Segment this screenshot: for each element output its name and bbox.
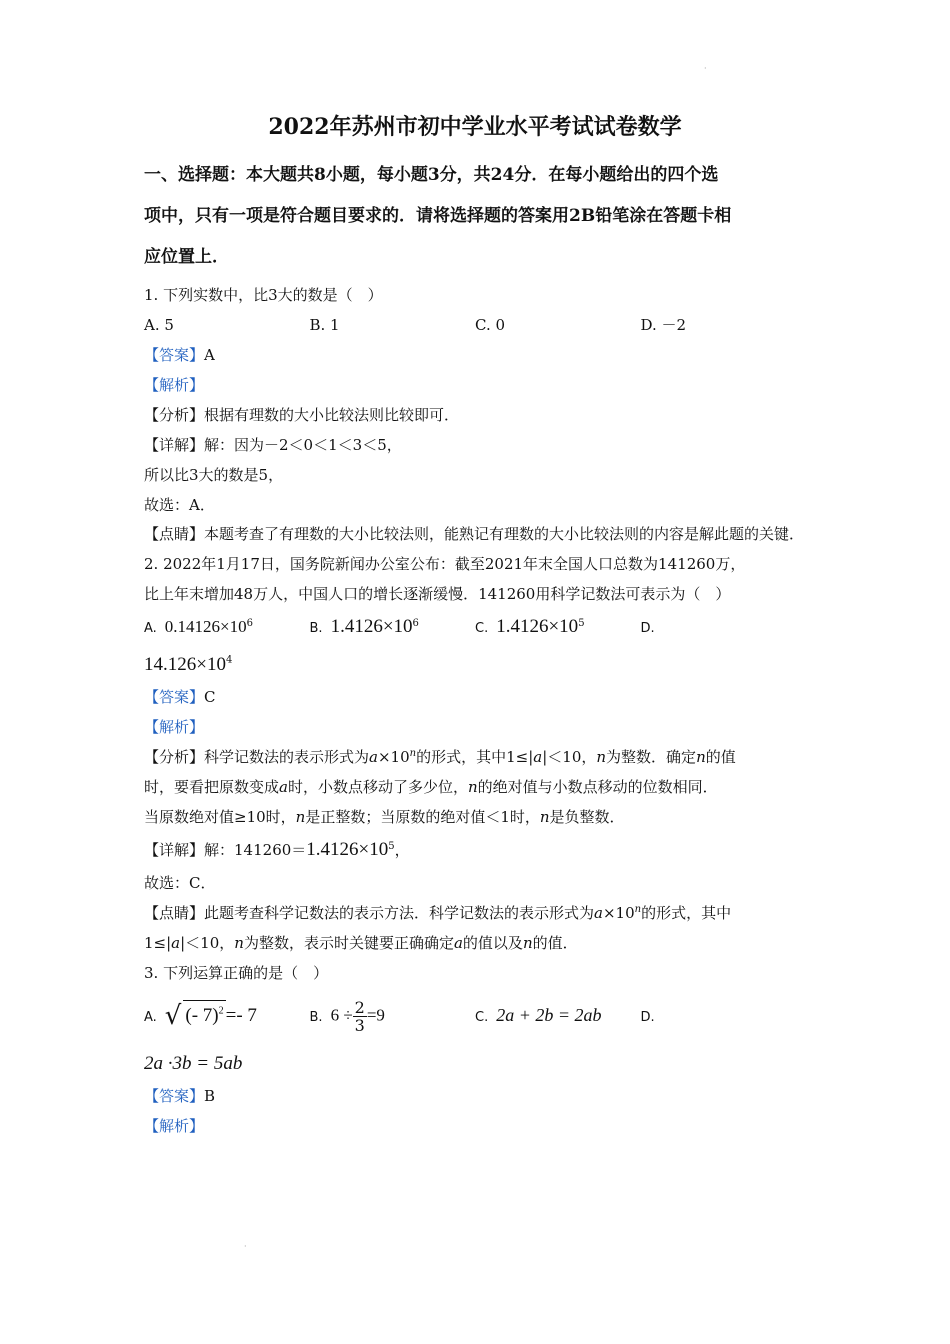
detail-line-2: 所以比3大的数是5，: [144, 465, 284, 484]
fraction: $\frac{2}{3}$: [354, 998, 365, 1036]
sqrt-icon: √: [164, 1001, 182, 1032]
option-b: B. 6 ÷ $\frac{2}{3}$ =9: [309, 998, 385, 1036]
analysis-label: 【解析】: [144, 717, 205, 736]
detail-line: 【详解】解：因为－2＜0＜1＜3＜5，: [144, 435, 402, 454]
option-b: B. $1.4126\times 10^6$: [309, 615, 419, 637]
answer-line: 【答案】C: [144, 687, 216, 706]
fenxi-line-3: 当原数绝对值≥10时，n是正整数；当原数的绝对值＜1时，n是负整数．: [144, 807, 625, 826]
choose-line: 故选：C．: [144, 873, 216, 892]
fenxi-line: 【分析】科学记数法的表示形式为$a\times 10^n$的形式，其中1≤|a|＜10，n为整数．确定n的值: [144, 747, 736, 766]
fenxi-line-2: 时，要看把原数变成a时，小数点移动了多少位，n的绝对值与小数点移动的位数相同．: [144, 777, 718, 796]
question-3: [144, 958, 806, 1141]
question-1: [144, 280, 806, 549]
comment-line: 【点睛】此题考查科学记数法的表示方法．科学记数法的表示形式为$a\times 10^n$的形式，其中: [144, 903, 732, 922]
answer-line: 【答案】B: [144, 1086, 216, 1105]
option-c: C. $1.4126\times 10^5$: [475, 615, 585, 637]
option-b: B. 1: [309, 315, 340, 334]
question-stem: 2. 2022年1月17日，国务院新闻办公室公布：截至2021年末全国人口总数为141260万，: [144, 554, 746, 573]
option-a: A. √ (- 7)$^2$ =- 7: [144, 1001, 257, 1032]
section-header: 一、选择题：本大题共8小题，每小题3分，共24分．在每小题给出的四个选 项中，只有一项是符合题目要求的．请将选择题的答案用2B铅笔涂在答题卡相 应位置上．: [144, 164, 732, 267]
options: [144, 310, 806, 340]
options: [144, 609, 806, 647]
question-stem: 3. 下列运算正确的是（ ）: [144, 963, 329, 982]
fenxi-line: 【分析】根据有理数的大小比较法则比较即可．: [144, 405, 460, 424]
option-c: C. 0: [475, 315, 506, 334]
option-a: A. $0.14126\times 10^6$: [144, 616, 254, 636]
question-stem: 1. 下列实数中，比3大的数是（ ）: [144, 285, 383, 304]
option-d: $14.126\times 10^4$: [144, 653, 233, 675]
analysis-label: 【解析】: [144, 375, 205, 394]
detail-line: 【详解】解：$141260=1.4126\times 10^5$，: [144, 838, 410, 860]
option-d-label: D.: [640, 620, 655, 636]
option-d-label: D.: [640, 1009, 655, 1025]
option-a: A. 5: [144, 315, 174, 334]
options: [144, 988, 806, 1046]
corner-dot-top: ·: [704, 64, 707, 73]
corner-dot-bottom: ·: [244, 1242, 247, 1251]
option-c: C. 2a + 2b = 2ab: [475, 1005, 602, 1026]
page-title: 2022年苏州市初中学业水平考试试卷数学: [268, 114, 682, 140]
comment-line: 【点睛】本题考查了有理数的大小比较法则，能熟记有理数的大小比较法则的内容是解此题的关键．: [144, 524, 805, 543]
analysis-label: 【解析】: [144, 1116, 205, 1135]
option-d: 2a ·3b = 5ab: [144, 1052, 243, 1074]
question-2: [144, 549, 806, 958]
exam-page: [144, 112, 806, 1141]
answer-line: 【答案】A: [144, 345, 215, 364]
question-stem-2: 比上年末增加48万人，中国人口的增长逐渐缓慢．141260用科学记数法可表示为（ ）: [144, 584, 731, 603]
comment-line-2: 1≤|a|＜10，n为整数，表示时关键要正确确定a的值以及n的值．: [144, 933, 578, 952]
option-d: D. －2: [640, 315, 687, 334]
choose-line: 故选：A．: [144, 495, 215, 514]
